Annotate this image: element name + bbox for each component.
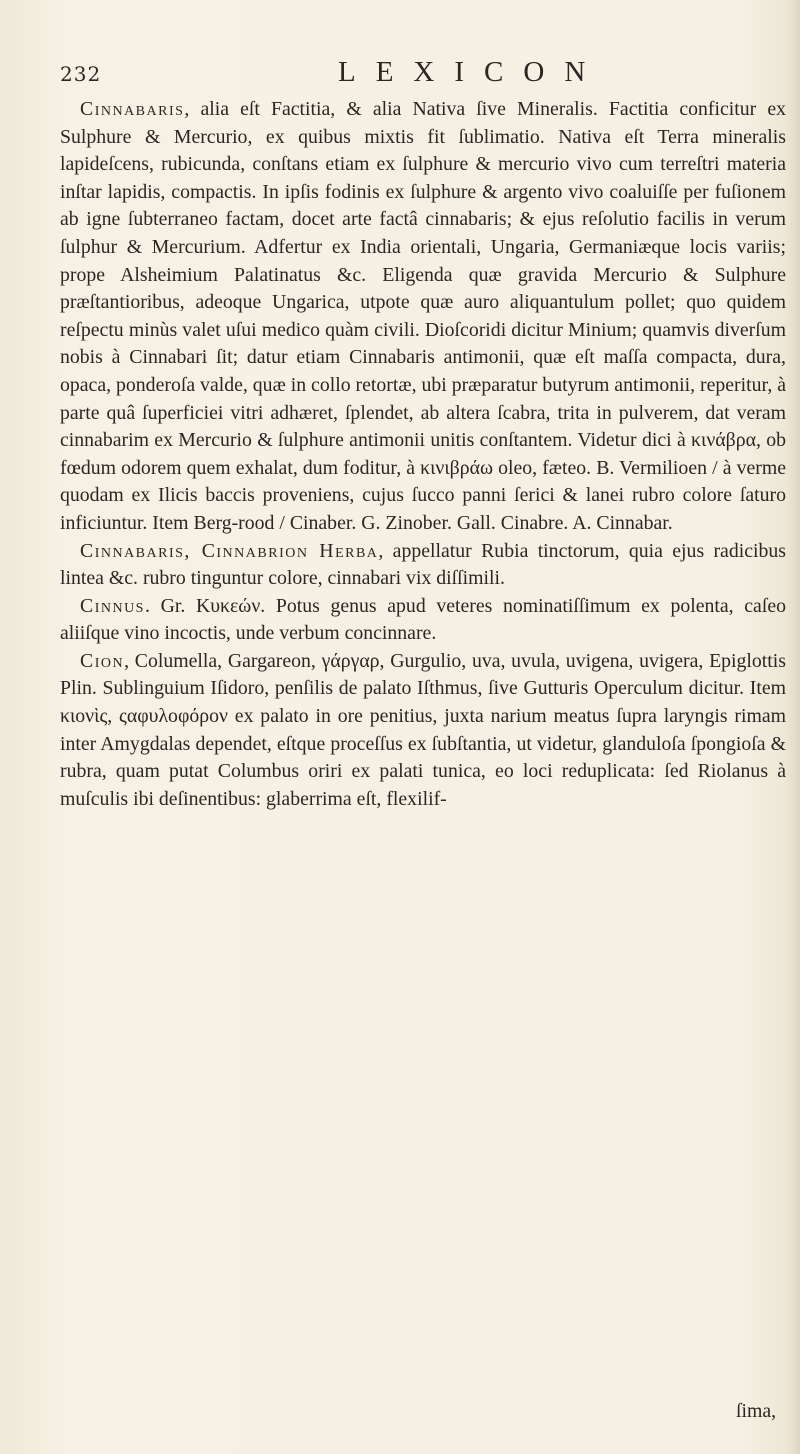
entry-cinnus [60,593,786,648]
text-block [60,96,786,813]
entry-text: . Gr. Κυκεών. Potus genus apud veteres nominatiſſimum ex polenta, caſeo aliiſque vino incoctis, unde verbum concinnare. [60,594,786,645]
headword: Cinnabaris [80,98,185,120]
entry-cinnabaris [60,96,786,538]
catchword: ſima, [736,1400,777,1422]
headword: Cinnabaris, Cinnabrion Herba [80,539,379,562]
running-title: LEXICON [338,56,606,88]
headword: Cinnus [80,594,145,617]
page-number: 232 [60,62,102,86]
headword: Cion [80,649,125,672]
entry-cion [60,648,786,814]
entry-text: , Columella, Gargareon, γάργαρ, Gurgulio, uva, uvula, uvigena, uvigera, Epiglottis Plin. Sublinguium Iſidoro, penſilis de palato Iſthmus, ſive Gutturis Operculum dicitur. Item κιονὶς, ςαφυλοφόρον ex palato in ore penitius, juxta narium meatus ſupra laryngis rimam inter Amygdalas dependet, eſtque proceſſus ex ſubſtantia, ut videtur, glanduloſa ſpongioſa & rubra, quam putat Columbus oriri ex palati tunica, eo loci reduplicata: ſed Riolanus à muſculis ibi deſinentibus: glaberrima eſt, flexilif- [60,649,786,810]
entry-cinnabaris-herba [60,538,786,593]
page-header [60,56,780,96]
entry-text: , alia eſt Factitia, & alia Nativa ſive Mineralis. Factitia conficitur ex Sulphure & Mercurio, ex quibus mixtis fit ſublimatio. Nativa eſt Terra mineralis lapideſcens, rubicunda, conſtans etiam ex ſulphure & mercurio vivo cum terreſtri materia inſtar lapidis, compactis. In ipſis fodinis ex ſulphure & argento vivo coaluiſſe per fuſionem ab igne ſubterraneo factam, docet arte factâ cinnabaris; & ejus reſolutio facilis in verum ſulphur & Mercurium. Adfertur ex India orientali, Ungaria, Germaniæque locis variis; prope Alsheimium Palatinatus &c. Eligenda quæ gravida Mercurio & Sulphure præſtantioribus, adeoque Ungarica, utpote quæ auro aliquantulum pollet; quo quidem reſpectu minùs valet uſui medico quàm civili. Dioſcoridi dicitur Minium; quamvis diverſum nobis à Cinnabari ſit; datur etiam Cinnabaris antimonii, quæ eſt maſſa compacta, dura, opaca, ponderoſa valde, quæ in collo retortæ, ubi præparatur butyrum antimonii, reperitur, à parte quâ ſuperficiei vitri adhæret, ſplendet, ab altera ſcabra, trita in pulverem, dat veram cinnabarim ex Mercurio & ſulphure antimonii unitis conſtantem. Videtur dici à κινάβρα, ob fœdum odorem quem exhalat, dum foditur, à κινιβράω oleo, fæteo. B. Vermilioen / à verme quodam ex Ilicis baccis proveniens, cujus ſucco panni ſerici & lanei rubro colore ſaturo inficiuntur. Item Berg-rood / Cinaber. G. Zinober. Gall. Cinabre. A. Cinnabar. [60,98,786,534]
entry-text: , appellatur Rubia tinctorum, quia ejus radicibus lintea &c. rubro tinguntur colore, cinnabari vix diſſimili. [60,539,786,590]
